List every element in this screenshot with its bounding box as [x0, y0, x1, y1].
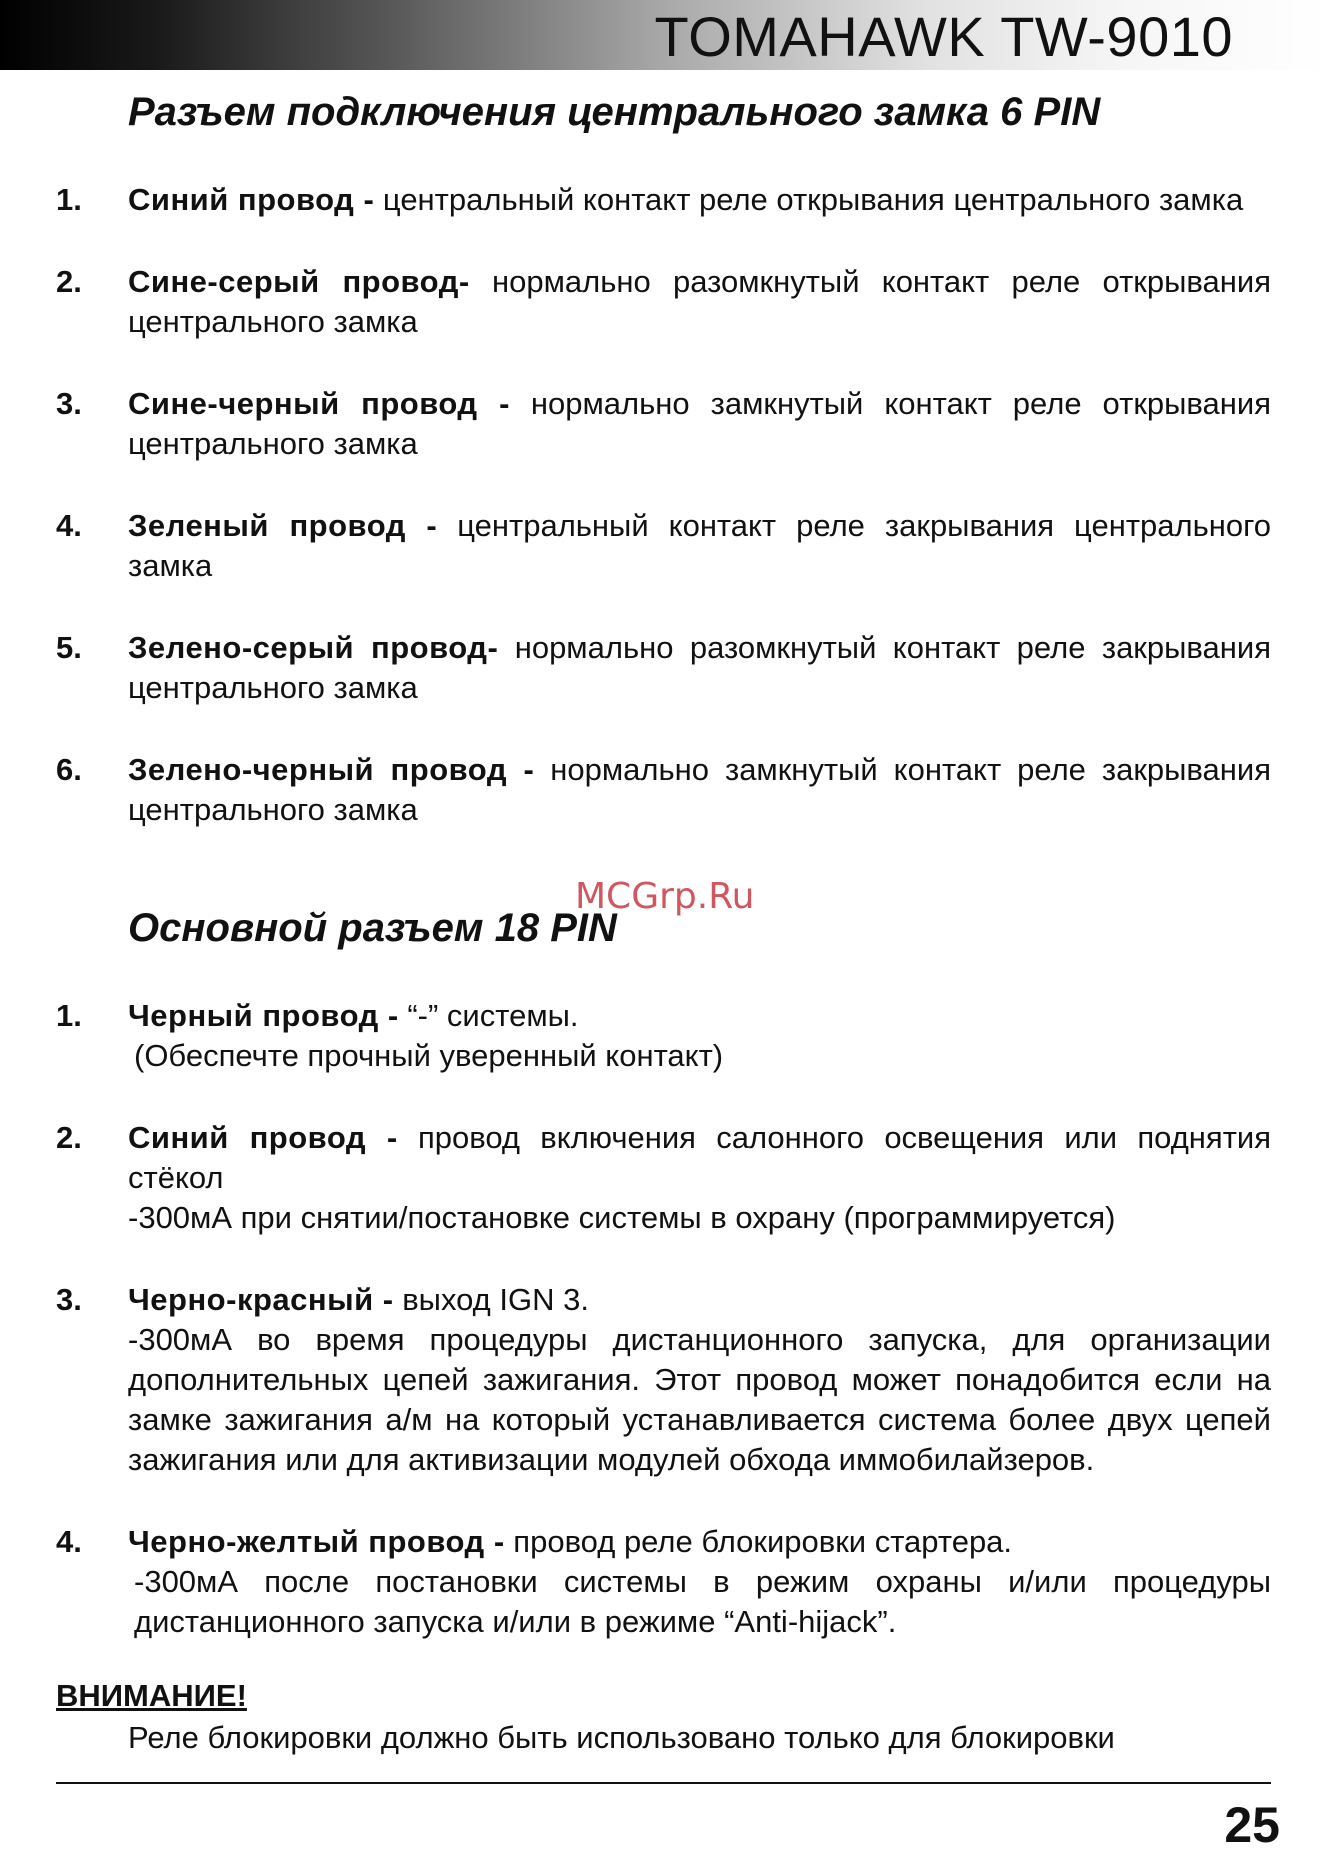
item-lead: Черно-красный - [128, 1282, 394, 1317]
list-6pin [56, 180, 1271, 830]
item-number: 4. [56, 1524, 82, 1559]
warning-text: Реле блокировки должно быть использовано только для блокировки [128, 1720, 1115, 1755]
item-number: 1. [56, 182, 82, 217]
item-text: провод реле блокировки стартера. [513, 1524, 1013, 1559]
item-number: 2. [56, 264, 82, 299]
page-number: 25 [1224, 1797, 1280, 1853]
list-item [56, 180, 1271, 220]
header-title: TOMAHAWK TW-9010 [654, 5, 1233, 68]
list-item [56, 262, 1271, 342]
watermark: MCGrp.Ru [575, 876, 755, 917]
item-text: нормально замкнутый контакт реле закрывания центрального замка [128, 752, 1271, 827]
list-item [56, 1118, 1271, 1238]
item-text: “-” системы. [407, 998, 579, 1033]
list-18pin [56, 996, 1271, 1642]
item-subtext: -300мА во время процедуры дистанционного запуска, для организации дополнительных цепей зажигания. Этот провод может понадобится если на замке зажигания а/м на который устанавливается система более двух цепей зажигания или для активизации модулей обхода иммобилайзеров. [128, 1322, 1271, 1477]
item-lead: Сине-черный провод - [128, 386, 510, 421]
item-text: центральный контакт реле открывания центрального замка [382, 182, 1244, 217]
list-item [56, 996, 1271, 1076]
item-subtext: -300мА после постановки системы в режим охраны и/или процедуры дистанционного запуска и/или в режиме “Anti-hijack”. [134, 1564, 1271, 1639]
list-item [56, 750, 1271, 830]
item-lead: Синий провод - [128, 1120, 398, 1155]
warning-title: ВНИМАНИЕ! [56, 1678, 247, 1713]
list-item [56, 1280, 1271, 1480]
item-number: 5. [56, 630, 82, 665]
item-text: нормально разомкнутый контакт реле закрывания центрального замка [128, 630, 1271, 705]
section-title-18pin: Основной разъем 18 PIN [128, 906, 617, 950]
list-item [56, 384, 1271, 464]
item-text: нормально замкнутый контакт реле открывания центрального замка [128, 386, 1271, 461]
list-item [56, 1522, 1271, 1642]
item-number: 2. [56, 1120, 82, 1155]
item-text: нормально разомкнутый контакт реле открывания центрального замка [128, 264, 1271, 339]
footer-divider [56, 1782, 1271, 1784]
item-number: 3. [56, 386, 82, 421]
item-text: центральный контакт реле закрывания центрального замка [128, 508, 1271, 583]
list-item [56, 506, 1271, 586]
item-lead: Зелено-серый провод- [128, 630, 499, 665]
item-number: 4. [56, 508, 82, 543]
item-lead: Черно-желтый провод - [128, 1524, 505, 1559]
item-lead: Синий провод - [128, 182, 375, 217]
item-number: 6. [56, 752, 82, 787]
item-text: провод включения салонного освещения или поднятия стёкол [128, 1120, 1271, 1195]
section-title-6pin: Разъем подключения центрального замка 6 PIN [128, 90, 1101, 134]
item-number: 3. [56, 1282, 82, 1317]
item-subtext: (Обеспечте прочный уверенный контакт) [134, 1038, 724, 1073]
item-text: выход IGN 3. [402, 1282, 589, 1317]
item-lead: Черный провод - [128, 998, 399, 1033]
item-lead: Зелено-черный провод - [128, 752, 535, 787]
item-lead: Сине-серый провод- [128, 264, 470, 299]
list-item [56, 628, 1271, 708]
item-lead: Зеленый провод - [128, 508, 438, 543]
item-subtext: -300мА при снятии/постановке системы в охрану (программируется) [128, 1200, 1116, 1235]
item-number: 1. [56, 998, 82, 1033]
